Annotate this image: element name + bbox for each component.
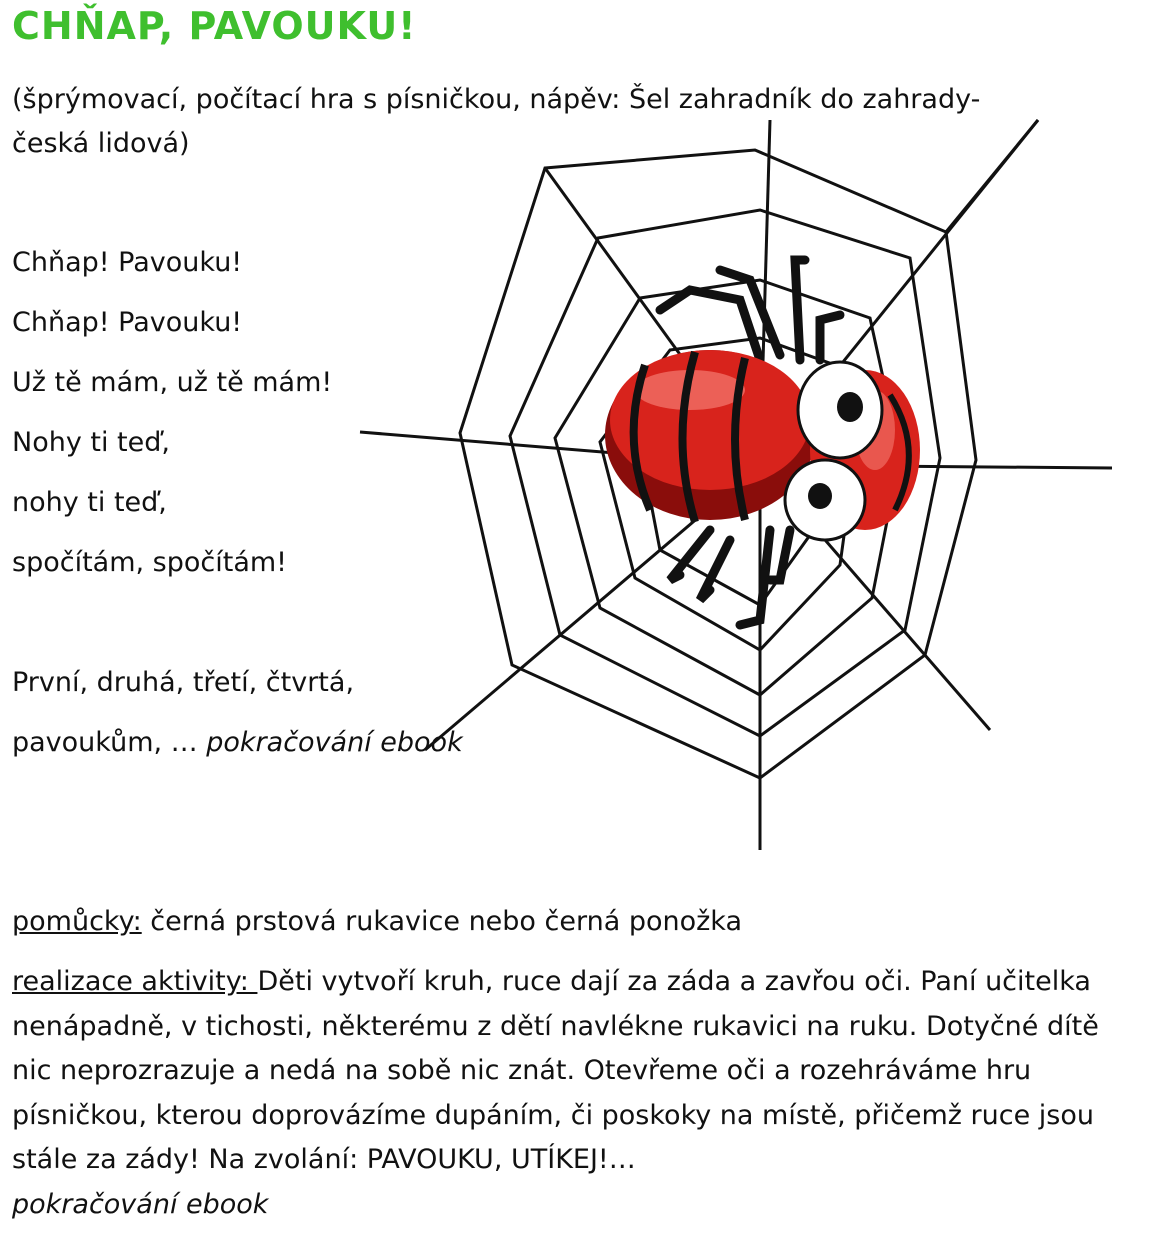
ebook-note: pokračování ebook — [206, 727, 463, 758]
page-title: CHŇAP, PAVOUKU! — [12, 4, 417, 48]
last-song-line — [12, 720, 463, 766]
song-lyrics — [12, 240, 332, 600]
activity-ebook-note: pokračování ebook — [12, 1188, 269, 1220]
activity-label: realizace aktivity: — [12, 966, 258, 997]
aids-label: pomůcky: — [12, 906, 142, 937]
song-line: spočítám, spočítám! — [12, 547, 287, 578]
song-line: nohy ti teď, — [12, 487, 167, 518]
song-line: Chňap! Pavouku! — [12, 247, 243, 278]
song-line: Už tě mám, už tě mám! — [12, 367, 333, 398]
song-line: Chňap! Pavouku! — [12, 307, 243, 338]
activity-paragraph — [12, 960, 1122, 1227]
aids-paragraph — [12, 900, 742, 944]
count-line: První, druhá, třetí, čtvrtá, — [12, 667, 355, 698]
song-line: Nohy ti teď, — [12, 427, 170, 458]
spider-web-icon — [350, 110, 1130, 860]
last-line-start: pavoukům, … — [12, 727, 207, 758]
aids-text: černá prstová rukavice nebo černá ponožka — [141, 906, 743, 937]
subtitle: (šprýmovací, počítací hra s písničkou, nápěv: Šel zahradník do zahrady- česká lidová) — [12, 84, 981, 159]
activity-text: Děti vytvoří kruh, ruce dají za záda a zavřou oči. Paní učitelka nenápadně, v tichosti, některému z dětí navlékne rukavici na ruku. Dotyčné dítě nic neprozrazuje a nedá na sobě nic znát. Otevřeme oči a rozehráváme hru písničkou, kterou doprovázíme dupáním, či poskoky na místě, přičemž ruce jsou stále za zády! Na zvolání: PAVOUKU, UTÍKEJ!… — [12, 966, 1099, 1175]
